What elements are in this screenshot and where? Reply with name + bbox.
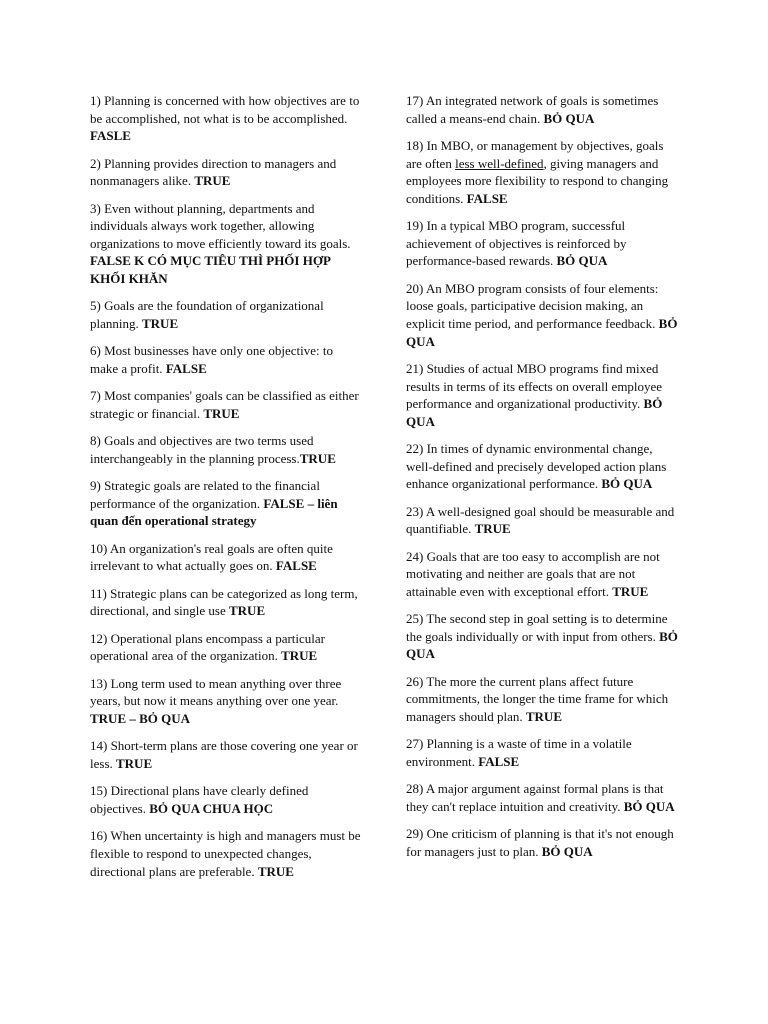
question-item (90, 737, 362, 772)
answer-text: FASLE (90, 128, 131, 144)
answer-text: BỎ QUA (556, 253, 608, 269)
question-text: 13) Long term used to mean anything over three years, but now it means anything over one year. (90, 675, 342, 709)
answer-text: TRUE (142, 315, 179, 331)
question-text: 28) A major argument against formal plans is that they can't replace intuition and creativity. (406, 781, 664, 814)
question-text: 19) In a typical MBO program, successful achievement of objectives is reinforced by performance-based rewards. (406, 218, 627, 269)
question-item (90, 477, 362, 530)
answer-text: BỎ QUA (541, 843, 593, 859)
question-item (406, 280, 682, 350)
question-text: 17) An integrated network of goals is sometimes called a means-end chain. (406, 93, 659, 126)
answer-text: BỎ QUA (623, 798, 675, 814)
question-item (90, 782, 362, 817)
question-text: 7) Most companies' goals can be classified as either strategic or financial. (90, 388, 359, 421)
question-item (406, 360, 682, 430)
question-text: , giving managers and employees more flexibility to respond to changing conditions. (406, 155, 669, 206)
question-item (90, 540, 362, 575)
question-item (406, 673, 682, 726)
question-text: 22) In times of dynamic environmental change, well-defined and precisely developed action plans enhance organizational performance. (406, 441, 667, 492)
right-column (406, 92, 682, 870)
question-text: 8) Goals and objectives are two terms used interchangeably in the planning process. (90, 433, 314, 466)
answer-text: TRUE (194, 173, 231, 189)
question-item (406, 780, 682, 815)
question-item (90, 155, 362, 190)
question-text: 16) When uncertainty is high and managers must be flexible to respond to unexpected changes, directional plans are preferable. (90, 828, 361, 879)
answer-text: TRUE (229, 603, 266, 619)
answer-text: FALSE (466, 190, 508, 206)
question-item (90, 297, 362, 332)
answer-text: TRUE (299, 450, 336, 466)
question-item (406, 825, 682, 860)
left-column (90, 92, 362, 890)
answer-text: FALSE (165, 360, 207, 376)
question-text: 20) An MBO program consists of four elements: loose goals, participative decision making, an explicit time period, and performance feedback. (406, 280, 659, 331)
question-text: 24) Goals that are too easy to accomplish are not motivating and neither are goals that are not attainable even with exceptional effort. (406, 548, 660, 599)
question-item (406, 503, 682, 538)
underlined-phrase: less well-defined (455, 155, 544, 171)
question-text: 29) One criticism of planning is that it's not enough for managers just to plan. (406, 826, 674, 859)
question-text: 10) An organization's real goals are often quite irrelevant to what actually goes on. (90, 540, 333, 574)
answer-text: TRUE (281, 648, 318, 664)
question-text: 9) Strategic goals are related to the financial performance of the organization. (90, 478, 320, 511)
question-item (90, 827, 362, 880)
question-item (90, 200, 362, 288)
question-item (406, 548, 682, 601)
question-text: 14) Short-term plans are those covering one year or less. (90, 738, 358, 771)
question-item (90, 342, 362, 377)
question-text: 12) Operational plans encompass a particular operational area of the organization. (90, 630, 325, 664)
question-item (90, 675, 362, 728)
answer-text: BỎ QUA (601, 476, 653, 492)
question-text: 18) In MBO, or management by objectives, goals are often (406, 137, 664, 171)
answer-text: TRUE (257, 863, 294, 879)
question-item (406, 217, 682, 270)
answer-text: TRUE (116, 755, 153, 771)
question-text: 21) Studies of actual MBO programs find mixed results in terms of its effects on overall employee performance and organizational productivity. (406, 360, 663, 412)
question-item (90, 585, 362, 620)
question-item (406, 735, 682, 770)
question-item (406, 92, 682, 127)
question-item (90, 630, 362, 665)
question-item (406, 440, 682, 493)
answer-text: FALSE (275, 558, 317, 574)
question-text: 25) The second step in goal setting is to determine the goals individually or with input from others. (406, 611, 668, 644)
question-text: 5) Goals are the foundation of organizational planning. (90, 298, 324, 331)
answer-text: FALSE (478, 753, 520, 769)
answer-text: TRUE (203, 405, 240, 421)
question-text: 23) A well-designed goal should be measurable and quantifiable. (406, 503, 675, 537)
question-item (90, 387, 362, 422)
answer-text: BỎ QUA (406, 628, 678, 662)
question-item (90, 92, 362, 145)
answer-text: FALSE – liên quan đến operational strategy (90, 495, 338, 529)
question-item (406, 610, 682, 663)
question-text: 1) Planning is concerned with how objectives are to be accomplished, not what is to be accomplished. (90, 93, 360, 126)
question-text: 11) Strategic plans can be categorized as long term, directional, and single use (90, 585, 358, 619)
question-text: 3) Even without planning, departments and individuals always work together, allowing organizations to move efficiently toward its goals. (90, 200, 351, 251)
answer-text: TRUE (474, 521, 511, 537)
question-text: 26) The more the current plans affect future commitments, the longer the time frame for which managers should plan. (406, 673, 669, 724)
question-text: 2) Planning provides direction to managers and nonmanagers alike. (90, 155, 337, 189)
question-item (406, 137, 682, 207)
question-item (90, 432, 362, 467)
answer-text: FALSE K CÓ MỤC TIÊU THÌ PHỐI HỢP KHỐI KHĂN (90, 253, 331, 286)
answer-text: BỎ QUA CHUA HỌC (149, 800, 274, 816)
question-text: 15) Directional plans have clearly defined objectives. (90, 783, 309, 816)
question-text: 6) Most businesses have only one objective: to make a profit. (90, 343, 333, 376)
question-text: 27) Planning is a waste of time in a volatile environment. (406, 736, 632, 769)
answer-text: BỎ QUA (543, 110, 595, 126)
answer-text: BỎ QUA (406, 315, 678, 349)
answer-text: BỎ QUA (406, 396, 663, 429)
answer-text: TRUE (525, 708, 562, 724)
answer-text: TRUE – BỎ QUA (90, 710, 191, 726)
answer-text: TRUE (612, 583, 649, 599)
